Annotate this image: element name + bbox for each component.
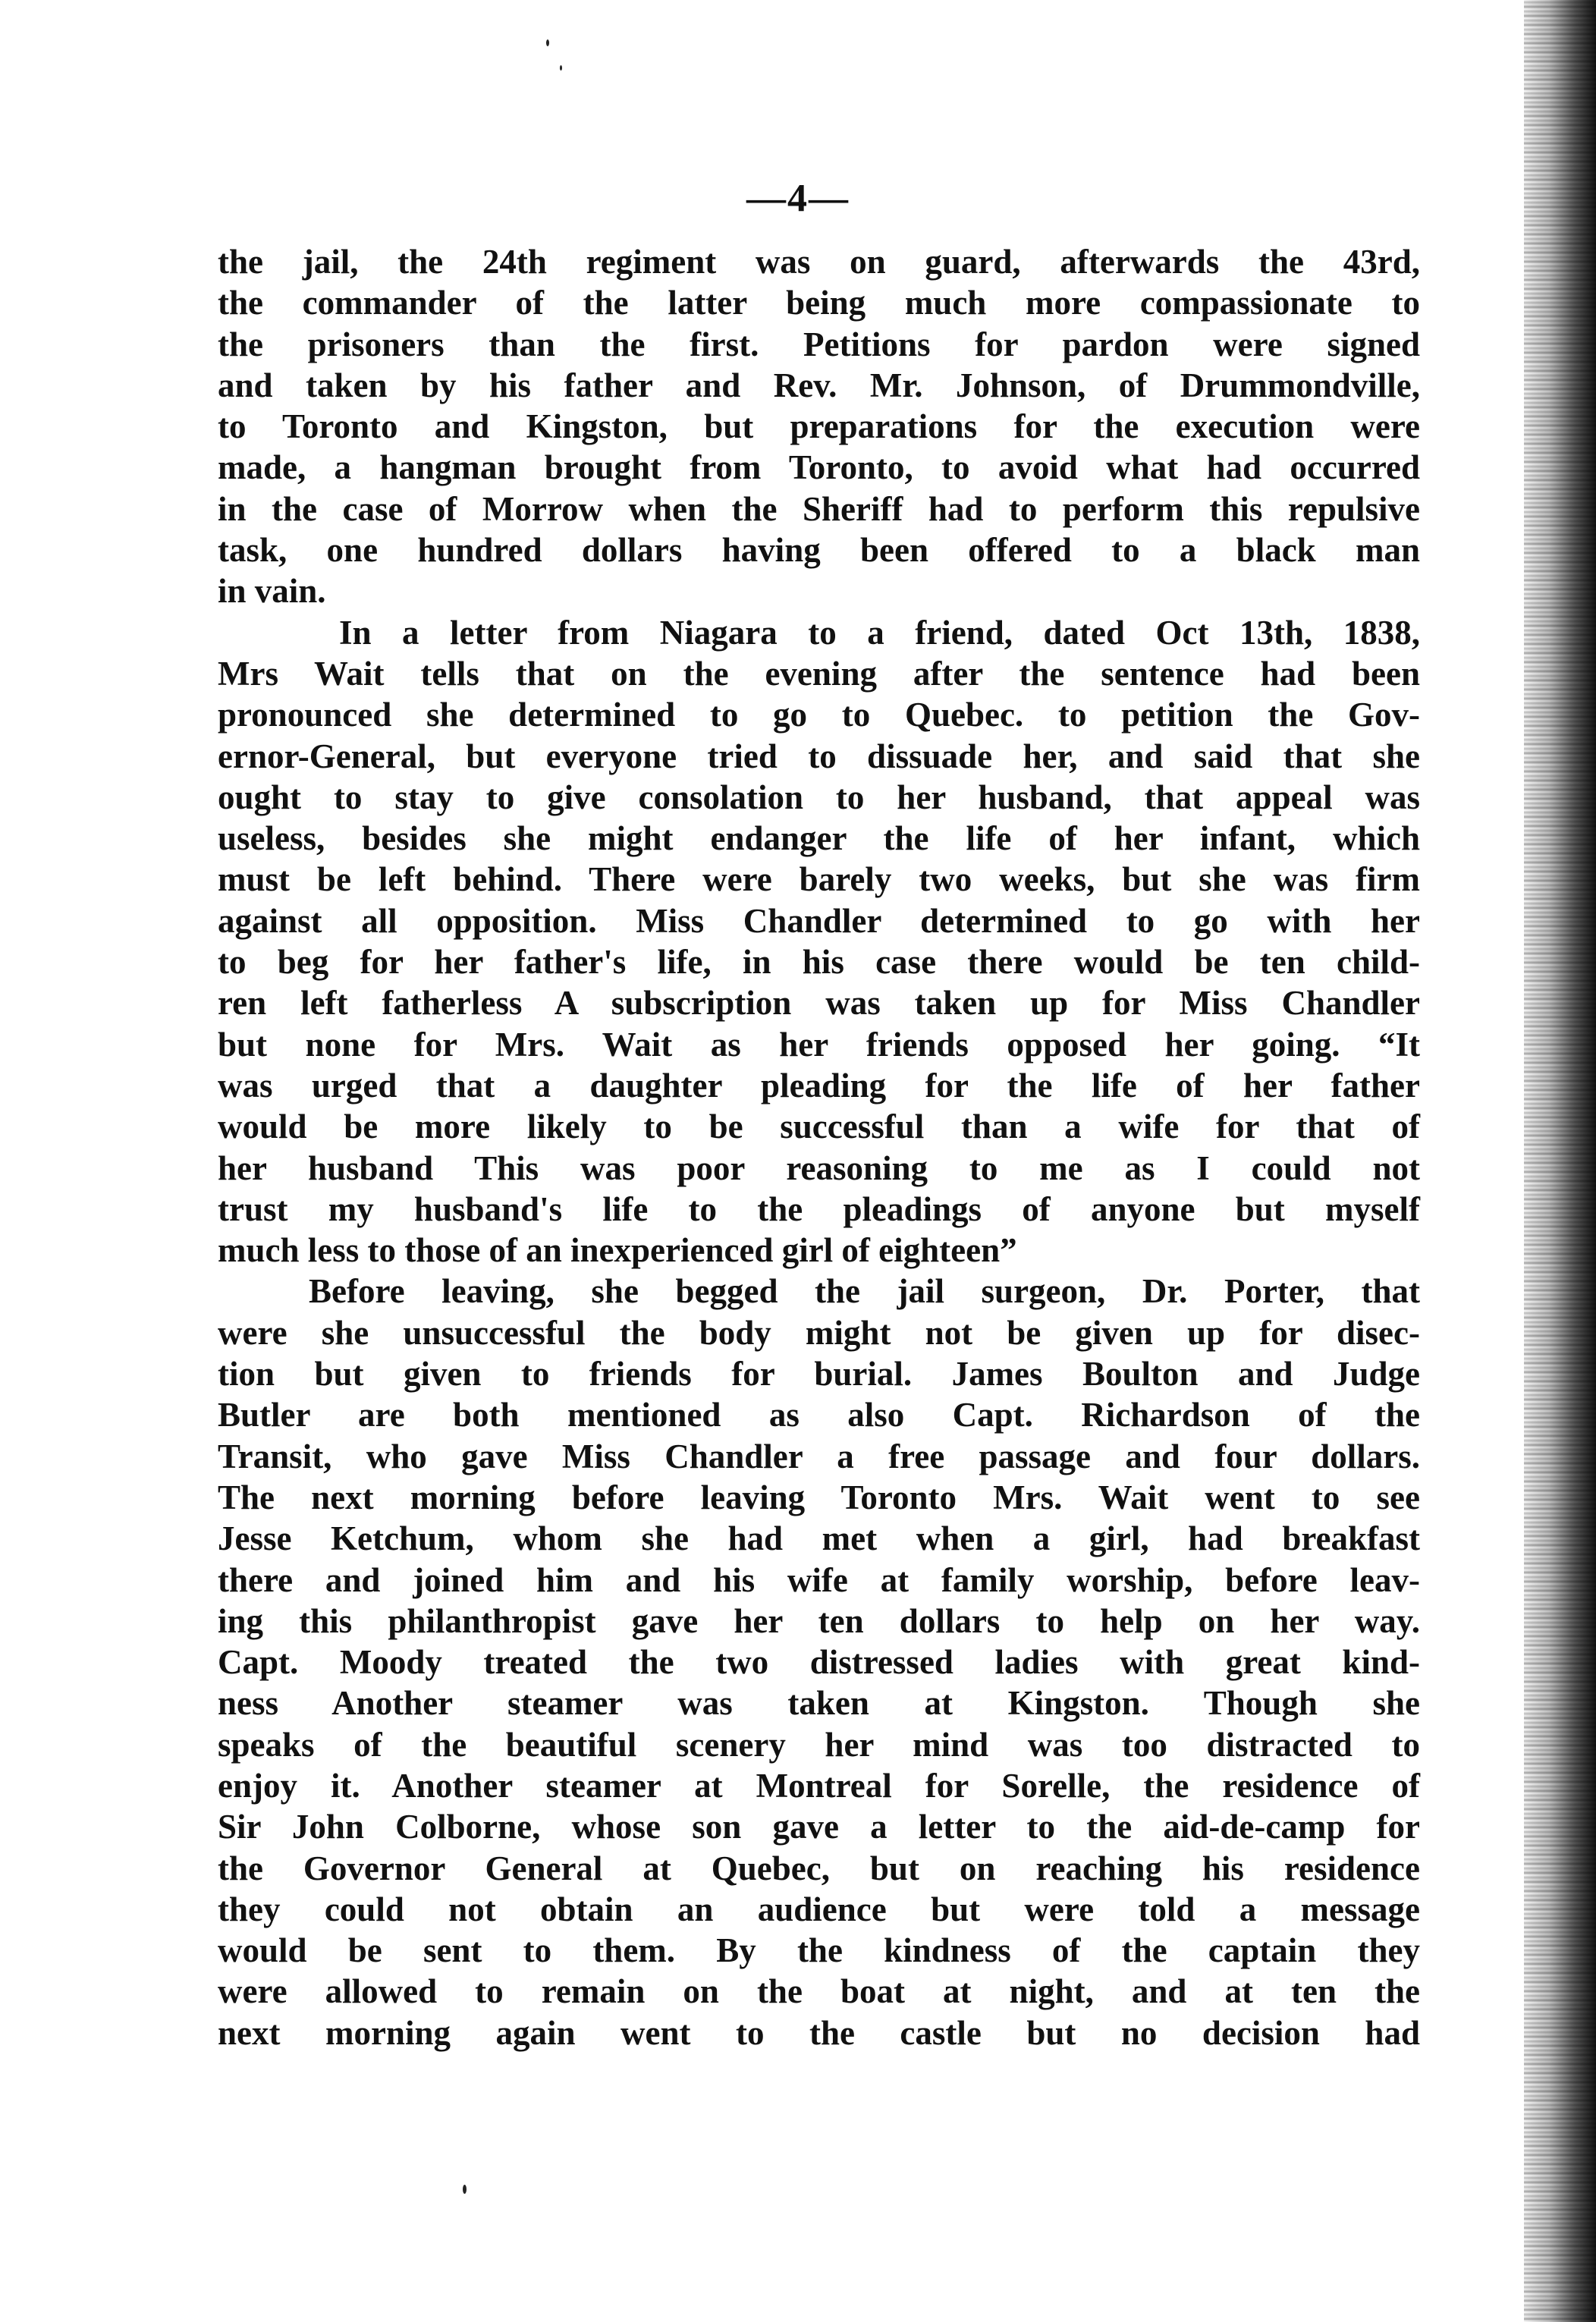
text-line: must be left behind. There were barely two weeks, but she was firm [218,860,1420,899]
text-line: Butler are both mentioned as also Capt. Richardson of the [218,1396,1420,1434]
text-line: they could not obtain an audience but were told a message [218,1890,1420,1928]
text-line: Transit, who gave Miss Chandler a free passage and four dollars. [218,1437,1420,1475]
text-line: ness Another steamer was taken at Kingston. Though she [218,1684,1420,1723]
text-line: the jail, the 24th regiment was on guard, afterwards the 43rd, [218,243,1420,281]
text-line: pronounced she determined to go to Quebec. to petition the Gov- [218,696,1420,734]
text-line: would be more likely to be successful than a wife for that of [218,1108,1420,1146]
text-line: would be sent to them. By the kindness of the captain they [218,1931,1420,1970]
page-edge-shadow [1524,0,1596,2322]
text-line: but none for Mrs. Wait as her friends opposed her going. “It [218,1025,1420,1064]
text-line: ren left fatherless A subscription was taken up for Miss Chandler [218,984,1420,1023]
text-line: Mrs Wait tells that on the evening after the sentence had been [218,654,1420,693]
page-number: —4— [746,177,850,220]
scan-speck [560,65,562,71]
text-line: to beg for her father's life, in his case there would be ten child- [218,943,1420,982]
text-line: the commander of the latter being much more compassionate to [218,284,1420,322]
text-line: the prisoners than the first. Petitions for pardon were signed [218,325,1420,363]
text-line: ernor-General, but everyone tried to dissuade her, and said that she [218,737,1420,775]
text-line: in vain. [218,572,326,611]
scan-speck [463,2185,467,2194]
text-line: Capt. Moody treated the two distressed ladies with great kind- [218,1643,1420,1682]
body-text [218,241,1420,2053]
text-line: in the case of Morrow when the Sheriff had to perform this repulsive [218,489,1420,528]
text-line: tion but given to friends for burial. James Boulton and Judge [218,1355,1420,1394]
text-line: The next morning before leaving Toronto Mrs. Wait went to see [218,1478,1420,1516]
text-line: much less to those of an inexperienced girl of eighteen” [218,1231,1017,1270]
text-line: ing this philanthropist gave her ten dollars to help on her way. [218,1601,1420,1640]
paragraph-start-line: Before leaving, she begged the jail surgeon, Dr. Porter, that [309,1272,1420,1311]
text-line: Jesse Ketchum, whom she had met when a girl, had breakfast [218,1519,1420,1558]
text-line: to Toronto and Kingston, but preparations for the execution were [218,407,1420,446]
paragraph-start-line: In a letter from Niagara to a friend, dated Oct 13th, 1838, [339,613,1420,652]
text-line: made, a hangman brought from Toronto, to avoid what had occurred [218,448,1420,487]
text-line: task, one hundred dollars having been offered to a black man [218,531,1420,570]
text-line: were allowed to remain on the boat at night, and at ten the [218,1972,1420,2011]
text-line: trust my husband's life to the pleadings of anyone but myself [218,1189,1420,1228]
text-line: was urged that a daughter pleading for the life of her father [218,1066,1420,1104]
text-line: next morning again went to the castle but no decision had [218,2013,1420,2052]
text-line: there and joined him and his wife at family worship, before leav- [218,1560,1420,1599]
text-line: and taken by his father and Rev. Mr. Johnson, of Drummondville, [218,366,1420,404]
text-line: ought to stay to give consolation to her husband, that appeal was [218,778,1420,816]
text-line: useless, besides she might endanger the life of her infant, which [218,819,1420,858]
text-line: speaks of the beautiful scenery her mind was too distracted to [218,1725,1420,1764]
scan-speck [546,39,549,46]
text-line: enjoy it. Another steamer at Montreal for Sorelle, the residence of [218,1766,1420,1805]
text-line: against all opposition. Miss Chandler determined to go with her [218,901,1420,940]
text-line: Sir John Colborne, whose son gave a letter to the aid-de-camp for [218,1808,1420,1846]
text-line: were she unsuccessful the body might not be given up for disec- [218,1313,1420,1352]
text-line: the Governor General at Quebec, but on reaching his residence [218,1849,1420,1887]
text-line: her husband This was poor reasoning to me as I could not [218,1148,1420,1187]
